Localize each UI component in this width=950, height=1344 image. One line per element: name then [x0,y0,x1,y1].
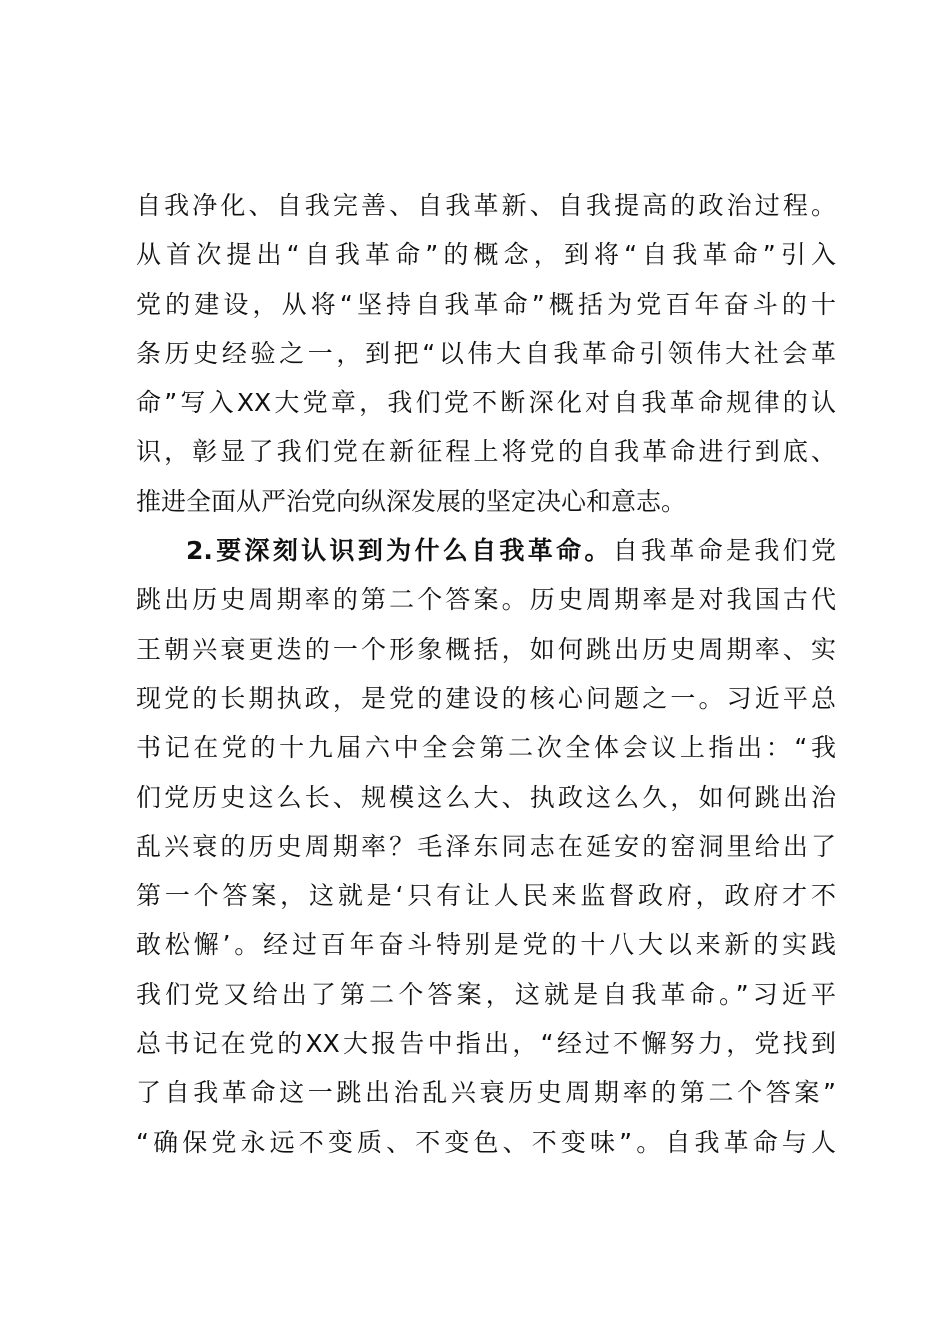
paragraph-2-line: 敢松懈’。经过百年奋斗特别是党的十八大以来新的实践 [136,930,836,960]
paragraph-1-line: 党的建设，从将“坚持自我革命”概括为党百年奋斗的十 [136,289,836,319]
paragraph-2-line: “确保党永远不变质、不变色、不变味”。自我革命与人 [136,1127,836,1157]
paragraph-2-line: 我们党又给出了第二个答案，这就是自我革命。”习近平 [136,979,836,1009]
paragraph-2-line: 现党的长期执政，是党的建设的核心问题之一。习近平总 [136,683,836,713]
paragraph-1-line: 命”写入XX大党章，我们党不断深化对自我革命规律的认 [136,388,836,418]
paragraph-1-line: 从首次提出“自我革命”的概念，到将“自我革命”引入 [136,240,836,270]
section-heading: 2.要深刻认识到为什么自我革命。 [186,536,613,566]
paragraph-1-line: 自我净化、自我完善、自我革新、自我提高的政治过程。 [136,191,836,220]
paragraph-2-line: 书记在党的十九届六中全会第二次全体会议上指出：“我 [136,733,836,763]
paragraph-2-line: 乱兴衰的历史周期率？毛泽东同志在延安的窑洞里给出了 [136,831,836,861]
paragraph-2-line: 总书记在党的XX大报告中指出，“经过不懈努力，党找到 [136,1029,836,1059]
body-text [136,181,836,1167]
paragraph-2-line: 王朝兴衰更迭的一个形象概括，如何跳出历史周期率、实 [136,634,836,664]
paragraph-2-line: 了自我革命这一跳出治乱兴衰历史周期率的第二个答案” [136,1078,836,1108]
paragraph-2-line: 第一个答案，这就是‘只有让人民来监督政府，政府才不 [136,881,836,911]
paragraph-1-line: 识，彰显了我们党在新征程上将党的自我革命进行到底、 [136,437,836,467]
paragraph-2-first-line-text: 自我革命是我们党 [612,536,836,566]
paragraph-2-line: 们党历史这么长、规模这么大、执政这么久，如何跳出治 [136,782,836,812]
paragraph-1-line: 条历史经验之一，到把“以伟大自我革命引领伟大社会革 [136,338,836,368]
paragraph-1-line: 推进全面从严治党向纵深发展的坚定决心和意志。 [136,486,687,516]
paragraph-2-line: 跳出历史周期率的第二个答案。历史周期率是对我国古代 [136,585,836,615]
paragraph-2-first-line [136,526,836,575]
